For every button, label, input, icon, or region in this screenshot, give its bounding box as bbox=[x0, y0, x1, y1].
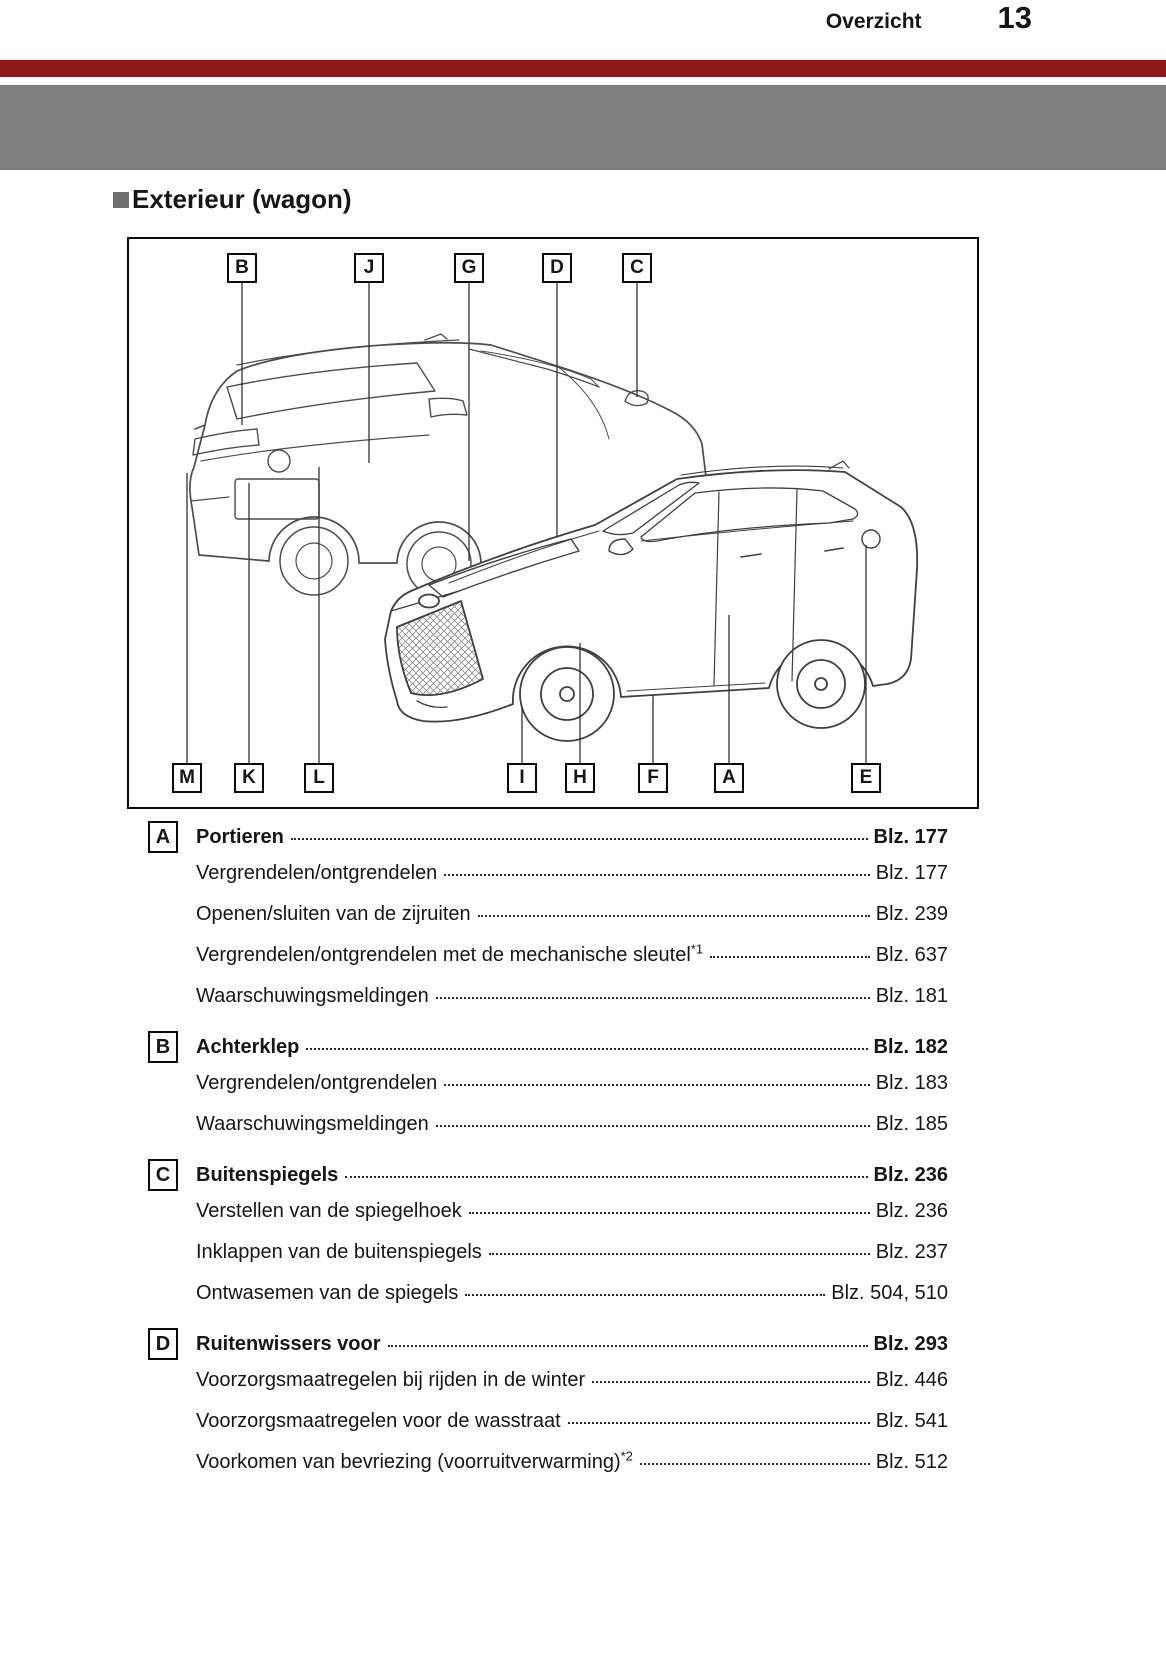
page-ref: Blz. 237 bbox=[875, 1241, 948, 1263]
toc-head-row bbox=[148, 1159, 948, 1200]
toc-item-label: Openen/sluiten van de zijruiten bbox=[196, 903, 471, 925]
page-ref: Blz. 293 bbox=[873, 1332, 948, 1355]
callout-badge: C bbox=[148, 1159, 178, 1191]
toc-item-row bbox=[148, 1448, 948, 1492]
toc-item-label: Vergrendelen/ontgrendelen bbox=[196, 862, 438, 884]
toc-item-label bbox=[196, 1448, 633, 1474]
dot-leader bbox=[710, 956, 870, 958]
wagon-front-view bbox=[385, 461, 917, 741]
toc-title: Portieren bbox=[196, 825, 284, 848]
footnote-marker: *1 bbox=[690, 941, 704, 957]
dot-leader bbox=[291, 838, 868, 840]
toc-head-row bbox=[148, 1031, 948, 1072]
page-ref: Blz. 183 bbox=[875, 1072, 948, 1094]
toc-head-row bbox=[148, 1328, 948, 1369]
toc-item-label: Vergrendelen/ontgrendelen bbox=[196, 1072, 438, 1094]
page-ref: Blz. 177 bbox=[873, 825, 948, 848]
toc-section-buitenspiegels bbox=[148, 1159, 948, 1323]
exterior-diagram bbox=[127, 237, 979, 809]
toc-item-label: Verstellen van de spiegelhoek bbox=[196, 1200, 462, 1222]
callout-B: B bbox=[227, 253, 257, 283]
section-heading-text: Exterieur (wagon) bbox=[132, 184, 352, 214]
dot-leader bbox=[436, 997, 870, 999]
toc-item-row bbox=[148, 941, 948, 985]
page-header bbox=[0, 0, 1166, 170]
toc-item-row bbox=[148, 903, 948, 944]
page-ref: Blz. 181 bbox=[875, 985, 948, 1007]
page-ref: Blz. 504, 510 bbox=[831, 1282, 948, 1304]
dot-leader bbox=[444, 1084, 869, 1086]
toc-item-label: Voorzorgsmaatregelen voor de wasstraat bbox=[196, 1410, 561, 1432]
toc-section-portieren bbox=[148, 821, 948, 1026]
page-body bbox=[0, 184, 1166, 1492]
toc-head-row bbox=[148, 821, 948, 862]
toc-item-row bbox=[148, 1369, 948, 1410]
page-ref: Blz. 177 bbox=[875, 862, 948, 884]
callout-badge: D bbox=[148, 1328, 178, 1360]
callout-H: H bbox=[565, 763, 595, 793]
callout-A: A bbox=[714, 763, 744, 793]
page-ref: Blz. 185 bbox=[875, 1113, 948, 1135]
dot-leader bbox=[345, 1176, 867, 1178]
toc-item-text: Voorkomen van bevriezing (voorruitverwarming) bbox=[196, 1451, 621, 1473]
page-ref: Blz. 512 bbox=[875, 1451, 948, 1473]
dot-leader bbox=[306, 1048, 867, 1050]
dot-leader bbox=[592, 1381, 870, 1383]
dot-leader bbox=[436, 1125, 870, 1127]
dot-leader bbox=[640, 1463, 870, 1465]
callout-badge: A bbox=[148, 821, 178, 853]
dot-leader bbox=[444, 874, 869, 876]
chapter-label: Overzicht bbox=[825, 10, 922, 33]
callout-M: M bbox=[172, 763, 202, 793]
page-ref: Blz. 541 bbox=[875, 1410, 948, 1432]
dot-leader bbox=[489, 1253, 870, 1255]
footnote-marker: *2 bbox=[620, 1448, 633, 1464]
toc-item-label: Ontwasemen van de spiegels bbox=[196, 1282, 459, 1304]
car-line-drawing bbox=[129, 239, 977, 807]
index-list bbox=[148, 821, 948, 1492]
toc-section-achterklep bbox=[148, 1031, 948, 1154]
dot-leader bbox=[478, 915, 870, 917]
dot-leader bbox=[465, 1294, 825, 1296]
page-ref: Blz. 446 bbox=[875, 1369, 948, 1391]
dot-leader bbox=[568, 1422, 870, 1424]
section-heading bbox=[113, 184, 1166, 215]
toc-title: Buitenspiegels bbox=[196, 1163, 339, 1186]
toc-section-ruitenwissers bbox=[148, 1328, 948, 1492]
chapter-banner bbox=[0, 85, 1166, 170]
toc-item-row bbox=[148, 985, 948, 1026]
toc-item-row bbox=[148, 1200, 948, 1241]
toc-item-row bbox=[148, 1072, 948, 1113]
page-number: 13 bbox=[997, 0, 1032, 35]
callout-J: J bbox=[354, 253, 384, 283]
toc-item-row bbox=[148, 1113, 948, 1154]
page-ref: Blz. 637 bbox=[875, 944, 948, 966]
toc-item-label: Voorzorgsmaatregelen bij rijden in de winter bbox=[196, 1369, 586, 1391]
toc-item-label: Waarschuwingsmeldingen bbox=[196, 1113, 429, 1135]
callout-K: K bbox=[234, 763, 264, 793]
page-ref: Blz. 182 bbox=[873, 1035, 948, 1058]
callout-C: C bbox=[622, 253, 652, 283]
toc-item-label: Waarschuwingsmeldingen bbox=[196, 985, 429, 1007]
page-ref: Blz. 236 bbox=[873, 1163, 948, 1186]
toc-item-row bbox=[148, 1410, 948, 1451]
toc-item-row bbox=[148, 1241, 948, 1282]
toc-item-label: Inklappen van de buitenspiegels bbox=[196, 1241, 482, 1263]
callout-I: I bbox=[507, 763, 537, 793]
callout-E: E bbox=[851, 763, 881, 793]
callout-D: D bbox=[542, 253, 572, 283]
callout-F: F bbox=[638, 763, 668, 793]
dot-leader bbox=[469, 1212, 870, 1214]
toc-item-row bbox=[148, 1282, 948, 1323]
callout-badge: B bbox=[148, 1031, 178, 1063]
square-bullet-icon bbox=[113, 192, 129, 208]
page-ref: Blz. 239 bbox=[875, 903, 948, 925]
toc-item-row bbox=[148, 862, 948, 903]
callout-L: L bbox=[304, 763, 334, 793]
dot-leader bbox=[388, 1345, 868, 1347]
page-ref: Blz. 236 bbox=[875, 1200, 948, 1222]
toc-title: Achterklep bbox=[196, 1035, 300, 1058]
running-head bbox=[0, 0, 1166, 60]
toc-title: Ruitenwissers voor bbox=[196, 1332, 381, 1355]
toc-item-label bbox=[196, 941, 704, 967]
toc-item-text: Vergrendelen/ontgrendelen met de mechanische sleutel bbox=[196, 944, 691, 966]
chapter-color-bar bbox=[0, 60, 1166, 77]
callout-G: G bbox=[454, 253, 484, 283]
